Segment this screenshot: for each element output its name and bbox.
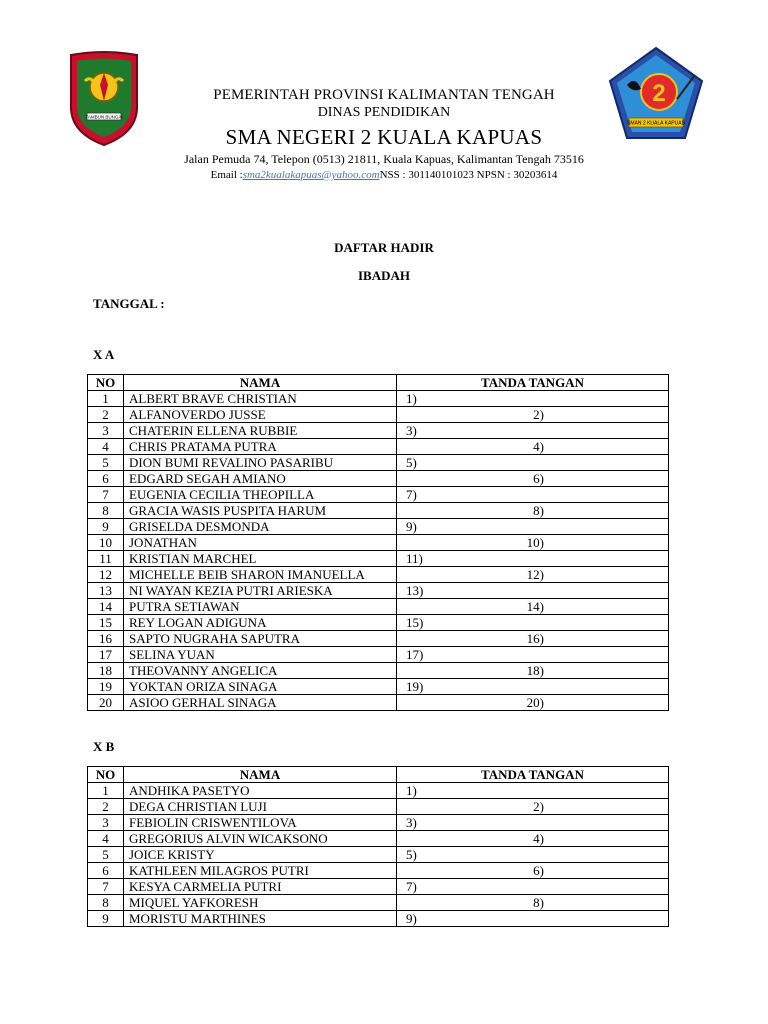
signature-cell[interactable]: 9)	[397, 519, 669, 535]
row-number: 13	[88, 583, 124, 599]
row-number: 4	[88, 831, 124, 847]
student-name: KATHLEEN MILAGROS PUTRI	[124, 863, 397, 879]
class-label-xa: X A	[93, 347, 115, 362]
student-name: PUTRA SETIAWAN	[124, 599, 397, 615]
signature-cell[interactable]: 14)	[397, 599, 669, 615]
column-signature: TANDA TANGAN	[397, 767, 669, 783]
table-row	[88, 599, 669, 615]
signature-cell[interactable]: 2)	[397, 799, 669, 815]
attendance-table-xb	[87, 766, 669, 927]
table-row	[88, 631, 669, 647]
student-name: ALFANOVERDO JUSSE	[124, 407, 397, 423]
row-number: 6	[88, 863, 124, 879]
row-number: 2	[88, 407, 124, 423]
signature-cell[interactable]: 6)	[397, 863, 669, 879]
row-number: 11	[88, 551, 124, 567]
signature-cell[interactable]: 20)	[397, 695, 669, 711]
student-name: GREGORIUS ALVIN WICAKSONO	[124, 831, 397, 847]
table-row	[88, 503, 669, 519]
student-name: MIQUEL YAFKORESH	[124, 895, 397, 911]
row-number: 2	[88, 799, 124, 815]
row-number: 17	[88, 647, 124, 663]
signature-cell[interactable]: 5)	[397, 847, 669, 863]
table-row	[88, 455, 669, 471]
signature-cell[interactable]: 2)	[397, 407, 669, 423]
logo-right-text: SMAN 2 KUALA KAPUAS	[627, 120, 685, 127]
row-number: 9	[88, 911, 124, 927]
student-name: JOICE KRISTY	[124, 847, 397, 863]
table-row	[88, 799, 669, 815]
signature-cell[interactable]: 1)	[397, 783, 669, 799]
column-no: NO	[88, 767, 124, 783]
column-signature: TANDA TANGAN	[397, 375, 669, 391]
class-label-xb: X B	[93, 739, 115, 754]
signature-cell[interactable]: 13)	[397, 583, 669, 599]
student-name: SELINA YUAN	[124, 647, 397, 663]
student-name: JONATHAN	[124, 535, 397, 551]
row-number: 15	[88, 615, 124, 631]
row-number: 10	[88, 535, 124, 551]
signature-cell[interactable]: 4)	[397, 831, 669, 847]
row-number: 3	[88, 815, 124, 831]
table-row	[88, 615, 669, 631]
student-name: NI WAYAN KEZIA PUTRI ARIESKA	[124, 583, 397, 599]
signature-cell[interactable]: 10)	[397, 535, 669, 551]
signature-cell[interactable]: 12)	[397, 567, 669, 583]
table-row	[88, 863, 669, 879]
signature-cell[interactable]: 15)	[397, 615, 669, 631]
school-ids: NSS : 301140101023 NPSN : 30203614	[379, 169, 558, 181]
student-name: ALBERT BRAVE CHRISTIAN	[124, 391, 397, 407]
table-row	[88, 567, 669, 583]
student-name: ANDHIKA PASETYO	[124, 783, 397, 799]
signature-cell[interactable]: 7)	[397, 879, 669, 895]
signature-cell[interactable]: 8)	[397, 503, 669, 519]
signature-cell[interactable]: 17)	[397, 647, 669, 663]
column-no: NO	[88, 375, 124, 391]
student-name: FEBIOLIN CRISWENTILOVA	[124, 815, 397, 831]
signature-cell[interactable]: 8)	[397, 895, 669, 911]
table-row	[88, 831, 669, 847]
signature-cell[interactable]: 6)	[397, 471, 669, 487]
government-line: PEMERINTAH PROVINSI KALIMANTAN TENGAH	[213, 87, 555, 103]
table-row	[88, 647, 669, 663]
row-number: 7	[88, 487, 124, 503]
row-number: 3	[88, 423, 124, 439]
date-label: TANGGAL :	[93, 296, 165, 311]
table-row	[88, 551, 669, 567]
school-name: SMA NEGERI 2 KUALA KAPUAS	[225, 125, 543, 149]
signature-cell[interactable]: 19)	[397, 679, 669, 695]
student-name: SAPTO NUGRAHA SAPUTRA	[124, 631, 397, 647]
row-number: 9	[88, 519, 124, 535]
row-number: 6	[88, 471, 124, 487]
row-number: 1	[88, 391, 124, 407]
student-name: THEOVANNY ANGELICA	[124, 663, 397, 679]
table-row	[88, 815, 669, 831]
row-number: 5	[88, 455, 124, 471]
signature-cell[interactable]: 3)	[397, 815, 669, 831]
table-row	[88, 879, 669, 895]
table-row	[88, 583, 669, 599]
document-subtitle: IBADAH	[357, 268, 410, 283]
signature-cell[interactable]: 1)	[397, 391, 669, 407]
row-number: 8	[88, 503, 124, 519]
student-name: DION BUMI REVALINO PASARIBU	[124, 455, 397, 471]
row-number: 8	[88, 895, 124, 911]
table-row	[88, 423, 669, 439]
letterhead	[0, 86, 768, 182]
logo-right-number: 2	[652, 80, 666, 107]
table-row	[88, 895, 669, 911]
student-name: CHATERIN ELLENA RUBBIE	[124, 423, 397, 439]
table-row	[88, 679, 669, 695]
signature-cell[interactable]: 16)	[397, 631, 669, 647]
table-row	[88, 783, 669, 799]
table-body	[88, 391, 669, 711]
student-name: CHRIS PRATAMA PUTRA	[124, 439, 397, 455]
table-header-row	[88, 375, 669, 391]
signature-cell[interactable]: 4)	[397, 439, 669, 455]
signature-cell[interactable]: 9)	[397, 911, 669, 927]
table-row	[88, 695, 669, 711]
student-name: EDGARD SEGAH AMIANO	[124, 471, 397, 487]
row-number: 19	[88, 679, 124, 695]
student-name: REY LOGAN ADIGUNA	[124, 615, 397, 631]
signature-cell[interactable]: 3)	[397, 423, 669, 439]
attendance-table-xa	[87, 374, 669, 711]
column-name: NAMA	[124, 767, 397, 783]
row-number: 20	[88, 695, 124, 711]
signature-cell[interactable]: 5)	[397, 455, 669, 471]
table-row	[88, 535, 669, 551]
table-header-row	[88, 767, 669, 783]
student-name: GRACIA WASIS PUSPITA HARUM	[124, 503, 397, 519]
signature-cell[interactable]: 11)	[397, 551, 669, 567]
student-name: GRISELDA DESMONDA	[124, 519, 397, 535]
table-row	[88, 439, 669, 455]
table-row	[88, 391, 669, 407]
table-row	[88, 519, 669, 535]
school-address: Jalan Pemuda 74, Telepon (0513) 21811, Kuala Kapuas, Kalimantan Tengah 73516	[184, 152, 584, 166]
table-row	[88, 471, 669, 487]
student-name: KRISTIAN MARCHEL	[124, 551, 397, 567]
signature-cell[interactable]: 18)	[397, 663, 669, 679]
row-number: 4	[88, 439, 124, 455]
table-row	[88, 487, 669, 503]
student-name: KESYA CARMELIA PUTRI	[124, 879, 397, 895]
email-link[interactable]: sma2kualakapuas@yahoo.com	[242, 169, 380, 181]
row-number: 18	[88, 663, 124, 679]
document-title: DAFTAR HADIR	[334, 240, 434, 255]
table-row	[88, 407, 669, 423]
row-number: 1	[88, 783, 124, 799]
column-name: NAMA	[124, 375, 397, 391]
row-number: 12	[88, 567, 124, 583]
department-line: DINAS PENDIDIKAN	[317, 105, 451, 120]
student-name: MORISTU MARTHINES	[124, 911, 397, 927]
table-row	[88, 663, 669, 679]
student-name: EUGENIA CECILIA THEOPILLA	[124, 487, 397, 503]
email-label: Email :	[210, 169, 243, 181]
student-name: ASIOO GERHAL SINAGA	[124, 695, 397, 711]
table-row	[88, 911, 669, 927]
row-number: 16	[88, 631, 124, 647]
student-name: MICHELLE BEIB SHARON IMANUELLA	[124, 567, 397, 583]
table-row	[88, 847, 669, 863]
row-number: 14	[88, 599, 124, 615]
table-body	[88, 783, 669, 927]
student-name: DEGA CHRISTIAN LUJI	[124, 799, 397, 815]
row-number: 7	[88, 879, 124, 895]
student-name: YOKTAN ORIZA SINAGA	[124, 679, 397, 695]
contact-line	[0, 169, 768, 182]
logo-left-text: TAMBUN BUNGAI	[85, 114, 123, 120]
row-number: 5	[88, 847, 124, 863]
signature-cell[interactable]: 7)	[397, 487, 669, 503]
